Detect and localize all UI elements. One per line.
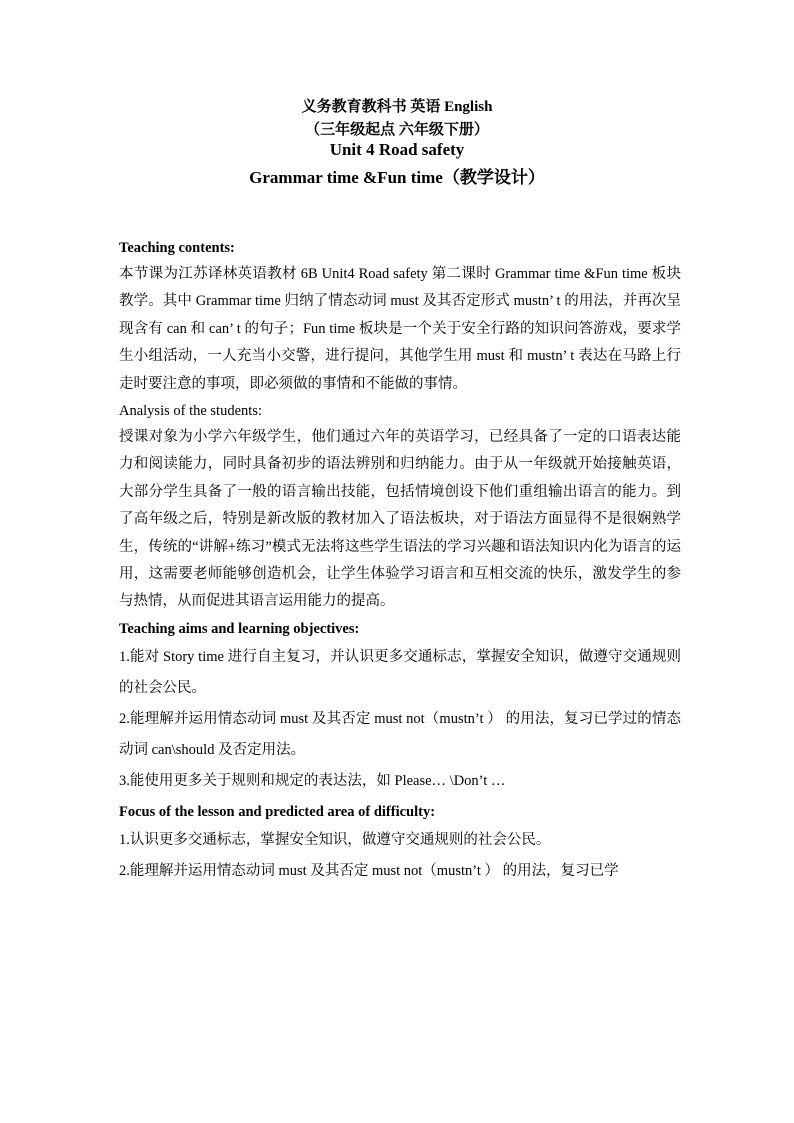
aims-item: 3.能使用更多关于规则和规定的表达法，如 Please… \Don’t … [119, 772, 506, 789]
aims-heading: Teaching aims and learning objectives: [119, 620, 360, 637]
analysis-heading: Analysis of the students: [119, 403, 262, 420]
aims-item: 1.能对 Story time 进行自主复习，并认识更多交通标志，掌握安全知识，做遵守交通规则的社会公民。 [119, 648, 681, 696]
lesson-title: Grammar time &Fun time（教学设计） [249, 168, 545, 187]
teaching-contents-heading: Teaching contents: [119, 240, 235, 256]
focus-heading: Focus of the lesson and predicted area of difficulty: [119, 803, 436, 820]
document-body [119, 235, 681, 887]
unit-title: Unit 4 Road safety [329, 140, 465, 159]
focus-item: 1.认识更多交通标志，掌握安全知识，做遵守交通规则的社会公民。 [119, 831, 551, 848]
aims-item: 2.能理解并运用情态动词 must 及其否定 must not（mustn’t ） 的用法，复习已学过的情态动词 can\should 及否定用法。 [119, 710, 681, 758]
analysis-text: 授课对象为小学六年级学生，他们通过六年的英语学习，已经具备了一定的口语表达能力和阅读能力，同时具备初步的语法辨别和归纳能力。由于从一年级就开始接触英语，大部分学生具备了一般的语言输出技能，包括情境创设下他们重组输出语言的能力。到了高年级之后，特别是新改版的教材加入了语法板块，对于语法方面显得不是很娴熟学生，传统的“讲解+练习”模式无法将这些学生语法的学习兴趣和语法知识内化为语言的运用，这需要老师能够创造机会，让学生体验学习语言和互相交流的快乐，激发学生的参与热情，从而促进其语言运用能力的提高。 [119, 429, 681, 610]
focus-item: 2.能理解并运用情态动词 must 及其否定 must not（mustn’t ） 的用法，复习已学 [119, 862, 619, 879]
textbook-title: 义务教育教科书 英语 English [301, 99, 493, 115]
teaching-contents-text: 本节课为江苏译林英语教材 6B Unit4 Road safety 第二课时 Grammar time &Fun time 板块教学。其中 Grammar time 归纳了情态动词 must 及其否定形式 mustn’ t 的用法，并再次呈现含有 can 和 can’ t 的句子；Fun time 板块是一个关于安全行路的知识问答游戏，要求学生小组活动，一人充当小交警，进行提问，其他学生用 must 和 mustn’ t 表达在马路上行走时要注意的事项，即必须做的事情和不能做的事情。 [119, 266, 681, 392]
grade-info: （三年级起点 六年级下册） [305, 122, 489, 138]
